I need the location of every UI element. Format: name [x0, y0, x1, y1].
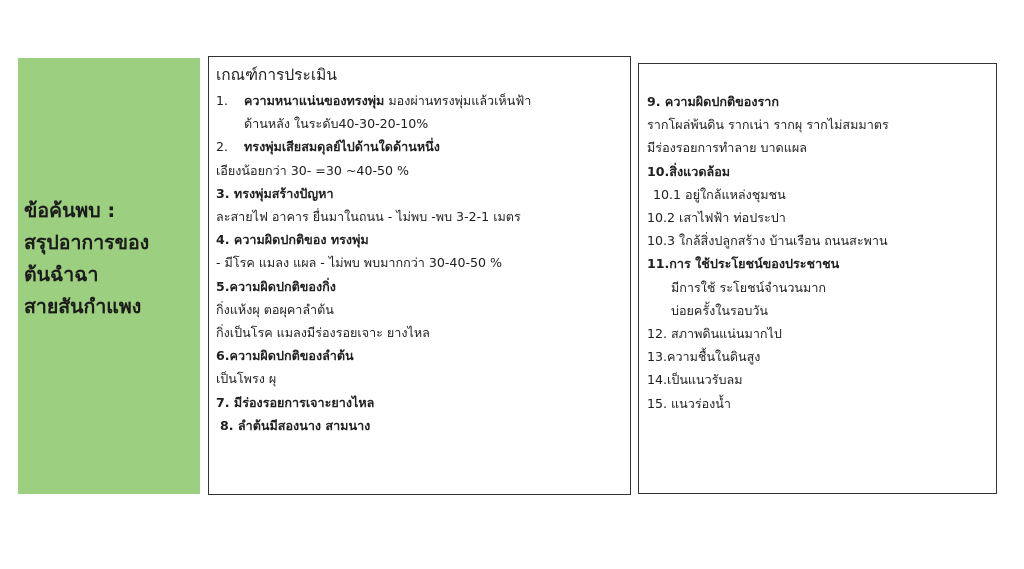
criterion-11-title: 11.การ ใช้ประโยชน์ของประชาชน	[647, 256, 840, 272]
criteria-heading: เกณฑ์การประเมิน	[216, 66, 337, 84]
criterion-11-desc-1: มีการใช้ ระโยชน์จำนวนมาก	[671, 279, 827, 295]
criterion-14: 14.เป็นแนวรับลม	[647, 372, 743, 388]
criterion-10-2: 10.2 เสาไฟฟ้า ท่อประปา	[647, 210, 786, 226]
criterion-9-title: 9. ความผิดปกติของราก	[647, 94, 779, 109]
criteria-box-1	[208, 56, 631, 495]
criterion-3-title: 3. ทรงพุ่มสร้างปัญหา	[216, 185, 334, 201]
criterion-8-title: 8. ลำต้นมีสองนาง สามนาง	[220, 417, 371, 433]
criterion-2-number: 2.	[216, 139, 229, 155]
criterion-11-desc-2: บ่อยครั้งในรอบวัน	[671, 302, 769, 318]
criteria-box-2	[638, 63, 997, 494]
criterion-4-desc: - มีโรค แมลง แผล - ไม่พบ พบมากกว่า 30-40-50 %	[216, 255, 502, 271]
criterion-1-desc-2: ด้านหลัง ในระดับ40-30-20-10%	[244, 116, 429, 132]
findings-title	[24, 195, 200, 323]
criterion-2	[216, 135, 531, 158]
criterion-5-desc-1: กิ่งแห้งผุ ตอผุคาลำต้น	[216, 301, 334, 317]
criterion-1-title: ความหนาแน่นของทรงพุ่ม	[244, 93, 385, 108]
criterion-4-title: 4. ความผิดปกติของ ทรงพุ่ม	[216, 232, 369, 248]
criterion-3-desc: ละสายไฟ อาคาร ยื่นมาในถนน - ไม่พบ -พบ 3-2-1 เมตร	[216, 209, 521, 225]
criterion-10-1: 10.1 อยู่ใกล้แหล่งชุมชน	[653, 186, 786, 202]
criterion-2-desc: เอียงน้อยกว่า 30- =30 ~40-50 %	[216, 162, 409, 178]
criterion-2-title: ทรงพุ่มเสียสมดุลย์ไปด้านใดด้านหนึ่ง	[244, 139, 440, 155]
criterion-5-title: 5.ความผิดปกติของกิ่ง	[216, 278, 336, 294]
criterion-6-desc: เป็นโพรง ผุ	[216, 371, 277, 387]
criteria-list-2	[647, 90, 889, 415]
criterion-9-desc-2: มีร่องรอยการทำลาย บาดแผล	[647, 140, 807, 156]
criterion-7-title: 7. มีร่องรอยการเจาะยางไหล	[216, 394, 375, 410]
criterion-10-3: 10.3 ใกล้สิ่งปลูกสร้าง บ้านเรือน ถนนสะพาน	[647, 233, 888, 249]
criterion-6-title: 6.ความผิดปกติของลำต้น	[216, 348, 354, 364]
criterion-15: 15. แนวร่องน้ำ	[647, 395, 731, 411]
criterion-9-desc-1: รากโผล่พ้นดิน รากเน่า รากผุ รากไม่สมมาตร	[647, 117, 889, 133]
criteria-list-1	[216, 62, 531, 437]
criterion-5-desc-2: กิ่งเป็นโรค แมลงมีร่องรอยเจาะ ยางไหล	[216, 325, 430, 341]
criterion-1-number: 1.	[216, 93, 229, 108]
criterion-1	[216, 89, 531, 112]
findings-line-1: ข้อค้นพบ :	[24, 199, 116, 222]
findings-line-2: สรุปอาการของ	[24, 231, 150, 254]
criterion-10-title: 10.สิ่งแวดล้อม	[647, 163, 731, 179]
criterion-12: 12. สภาพดินแน่นมากไป	[647, 326, 782, 342]
findings-line-3: ต้นฉำฉา	[24, 263, 99, 286]
criterion-13: 13.ความชื้นในดินสูง	[647, 349, 761, 365]
criterion-1-desc: มองผ่านทรงพุ่มแล้วเห็นฟ้า	[384, 93, 532, 108]
findings-line-4: สายสันกำแพง	[24, 295, 142, 318]
